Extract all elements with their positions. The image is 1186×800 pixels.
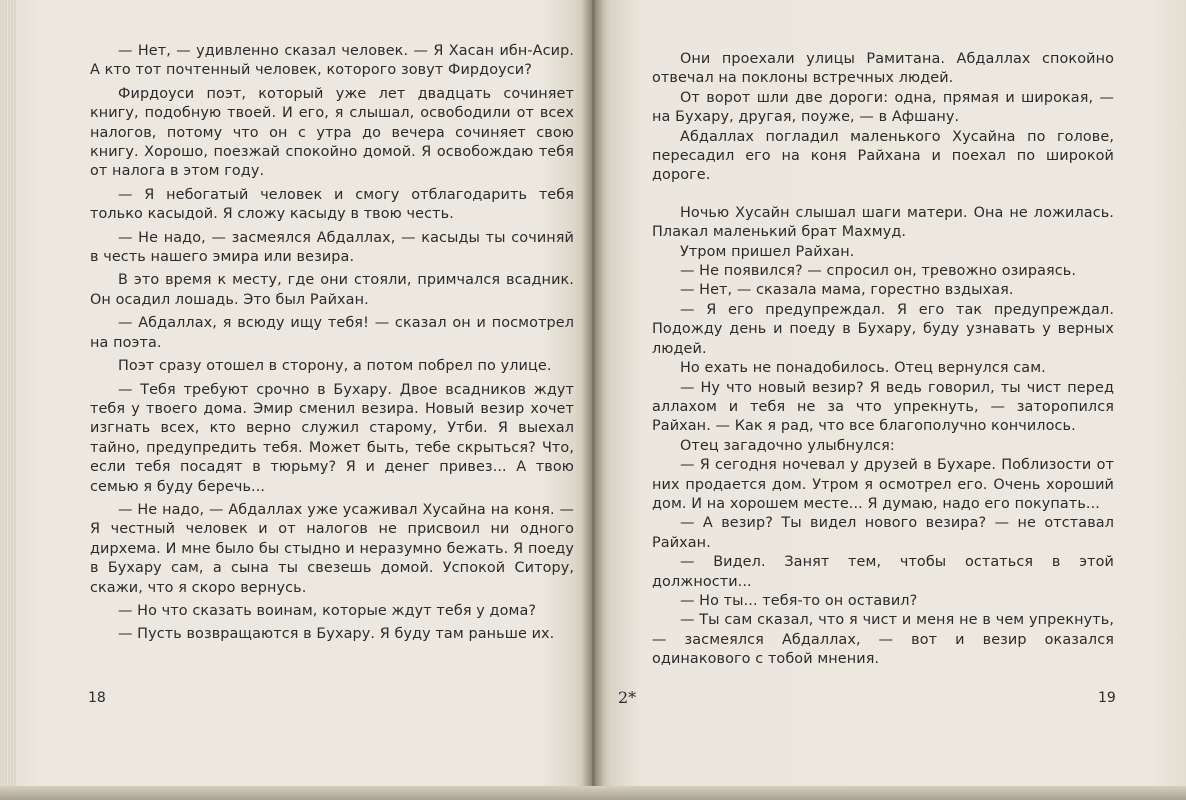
paragraph: — Не появился? — спросил он, тревожно озираясь.	[680, 263, 1077, 280]
signature-mark: 2*	[618, 688, 637, 707]
paragraph: От ворот шли две дороги: одна, прямая и широкая, — на Бухару, другая, поуже, — в Афшану.	[652, 89, 1114, 126]
paragraph: — Видел. Занят тем, чтобы остаться в этой должности...	[652, 554, 1114, 590]
paragraph: — Но ты... тебя-то он оставил?	[680, 592, 918, 609]
paragraph: Но ехать не понадобилось. Отец вернулся сам.	[680, 360, 1046, 377]
left-page-text	[90, 42, 574, 649]
paragraph: — Но что сказать воинам, которые ждут тебя у дома?	[118, 602, 537, 619]
paragraph: — Не надо, — засмеялся Абдаллах, — касыды ты сочиняй в честь нашего эмира или везира.	[90, 229, 574, 266]
paragraph: Абдаллах погладил маленького Хусайна по голове, пересадил его на коня Райхана и поехал по широкой дороге.	[652, 128, 1114, 184]
paragraph: Ночью Хусайн слышал шаги матери. Она не ложилась. Плакал маленький брат Махмуд.	[652, 204, 1114, 241]
page-number-left: 18	[88, 690, 106, 706]
paragraph: Отец загадочно улыбнулся:	[680, 437, 895, 454]
paragraph: — Нет, — сказала мама, горестно вздыхая.	[680, 282, 1014, 299]
paragraph: Поэт сразу отошел в сторону, а потом побрел по улице.	[118, 358, 552, 375]
paragraph: — Ты сам сказал, что я чист и меня не в чем упрекнуть, — засмеялся Абдаллах, — вот и везир оказался одинакового с тобой мнения.	[652, 612, 1114, 668]
book-gutter	[582, 0, 604, 800]
paragraph: Фирдоуси поэт, который уже лет двадцать сочиняет книгу, подобную твоей. И его, я слышал, освободили от всех налогов, потому что он с утра до вечера сочиняет свою книгу. Хорошо, поезжай спокойно домой. Я освобождаю тебя от налога в этом году.	[90, 85, 574, 180]
paragraph: — Пусть возвращаются в Бухару. Я буду там раньше их.	[118, 626, 555, 643]
paragraph: — Нет, — удивленно сказал человек. — Я Хасан ибн-Асир. А кто тот почтенный человек, которого зовут Фирдоуси?	[90, 43, 574, 79]
paragraph: — Тебя требуют срочно в Бухару. Двое всадников ждут тебя у твоего дома. Эмир сменил везира. Новый везир хочет изгнать всех, кто верно служил старому, Утби. Я выехал тайно, предупредить тебя. Может быть, тебе скрыться? Что, если тебя посадят в тюрьму? Я и денег привез... А твою семью я буду беречь...	[90, 381, 574, 495]
paragraph: — А везир? Ты видел нового везира? — не отставал Райхан.	[652, 515, 1114, 551]
bottom-page-edge	[0, 786, 1186, 800]
paragraph: В это время к месту, где они стояли, примчался всадник. Он осадил лошадь. Это был Райхан.	[90, 272, 574, 308]
right-page	[592, 0, 1186, 800]
paragraph: Они проехали улицы Рамитана. Абдаллах спокойно отвечал на поклоны встречных людей.	[652, 51, 1114, 87]
paragraph: Утром пришел Райхан.	[680, 243, 855, 260]
paragraph: — Ну что новый везир? Я ведь говорил, ты чист перед аллахом и тебя не за что упрекнуть, — заторопился Райхан. — Как я рад, что все благополучно кончилось.	[652, 379, 1114, 435]
left-page	[0, 0, 592, 800]
paragraph: — Я сегодня ночевал у друзей в Бухаре. Поблизости от них продается дом. Утром я осмотрел его. Очень хороший дом. И на хорошем месте... Я думаю, надо его покупать...	[652, 457, 1114, 512]
paragraph: — Не надо, — Абдаллах уже усаживал Хусайна на коня. — Я честный человек и от налогов не присвоил ни одного дирхема. И мне было бы стыдно и неразумно бежать. Я поеду в Бухару сам, а сына ты свезешь домой. Успокой Ситору, скажи, что я скоро вернусь.	[90, 501, 574, 596]
page-edges	[0, 0, 16, 800]
paragraph: — Я его предупреждал. Я его так предупреждал. Подожду день и поеду в Бухару, буду узнавать у верных людей.	[652, 301, 1114, 357]
paragraph: — Абдаллах, я всюду ищу тебя! — сказал он и посмотрел на поэта.	[90, 315, 574, 351]
page-number-right: 19	[1098, 690, 1116, 706]
right-page-text	[652, 50, 1114, 670]
paragraph: — Я небогатый человек и смогу отблагодарить тебя только касыдой. Я сложу касыду в твою честь.	[90, 186, 574, 223]
